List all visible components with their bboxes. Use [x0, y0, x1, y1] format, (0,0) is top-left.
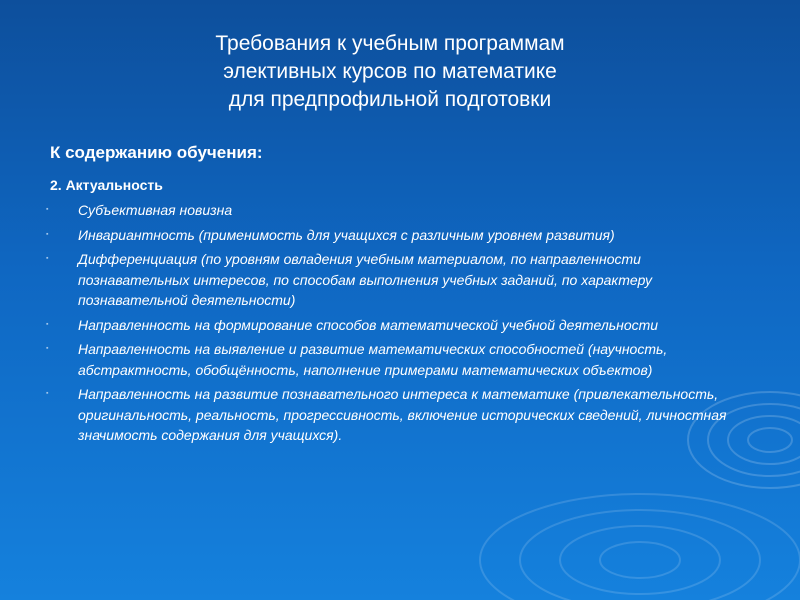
list-item: [46, 249, 740, 311]
list-item: [46, 200, 740, 221]
list-item: [46, 339, 740, 380]
bullet-text: Направленность на формирование способов математической учебной деятельности: [78, 316, 659, 333]
list-item: [46, 225, 740, 246]
bullet-text: Направленность на развитие познавательного интереса к математике (привлекательность, оригинальность, реальность, прогрессивность, включение исторических сведений, личностная значимость содержания для учащихся).: [78, 386, 727, 443]
bullet-text: Инвариантность (применимость для учащихся с различным уровнем развития): [78, 226, 615, 243]
section-heading: 2. Актуальность: [50, 177, 163, 193]
list-item: [46, 315, 740, 336]
bullet-text: Дифференциация (по уровням овладения учебным материалом, по направленности познавательных интересов, по способам выполнения учебных заданий, по характеру познавательной деятельности): [78, 251, 652, 308]
bullet-text: Субъективная новизна: [78, 202, 233, 218]
bullet-marker-icon: ▪: [46, 320, 49, 328]
list-item: [46, 384, 740, 446]
bullet-list: [46, 200, 740, 450]
bullet-marker-icon: ▪: [46, 390, 49, 397]
bullet-marker-icon: ▪: [46, 230, 49, 238]
bullet-marker-icon: ▪: [46, 206, 49, 213]
bullet-marker-icon: ▪: [46, 345, 49, 352]
title-line-1: Требования к учебным программам: [215, 32, 565, 55]
title-line-2: элективных курсов по математике: [223, 60, 557, 83]
content-subheading: К содержанию обучения:: [50, 143, 263, 162]
bullet-text: Направленность на выявление и развитие математических способностей (научность, абстрактность, обобщённость, наполнение примерами математических объектов): [78, 341, 668, 378]
slide-title: [150, 30, 630, 114]
bullet-marker-icon: ▪: [46, 255, 49, 262]
title-line-3: для предпрофильной подготовки: [228, 88, 552, 111]
